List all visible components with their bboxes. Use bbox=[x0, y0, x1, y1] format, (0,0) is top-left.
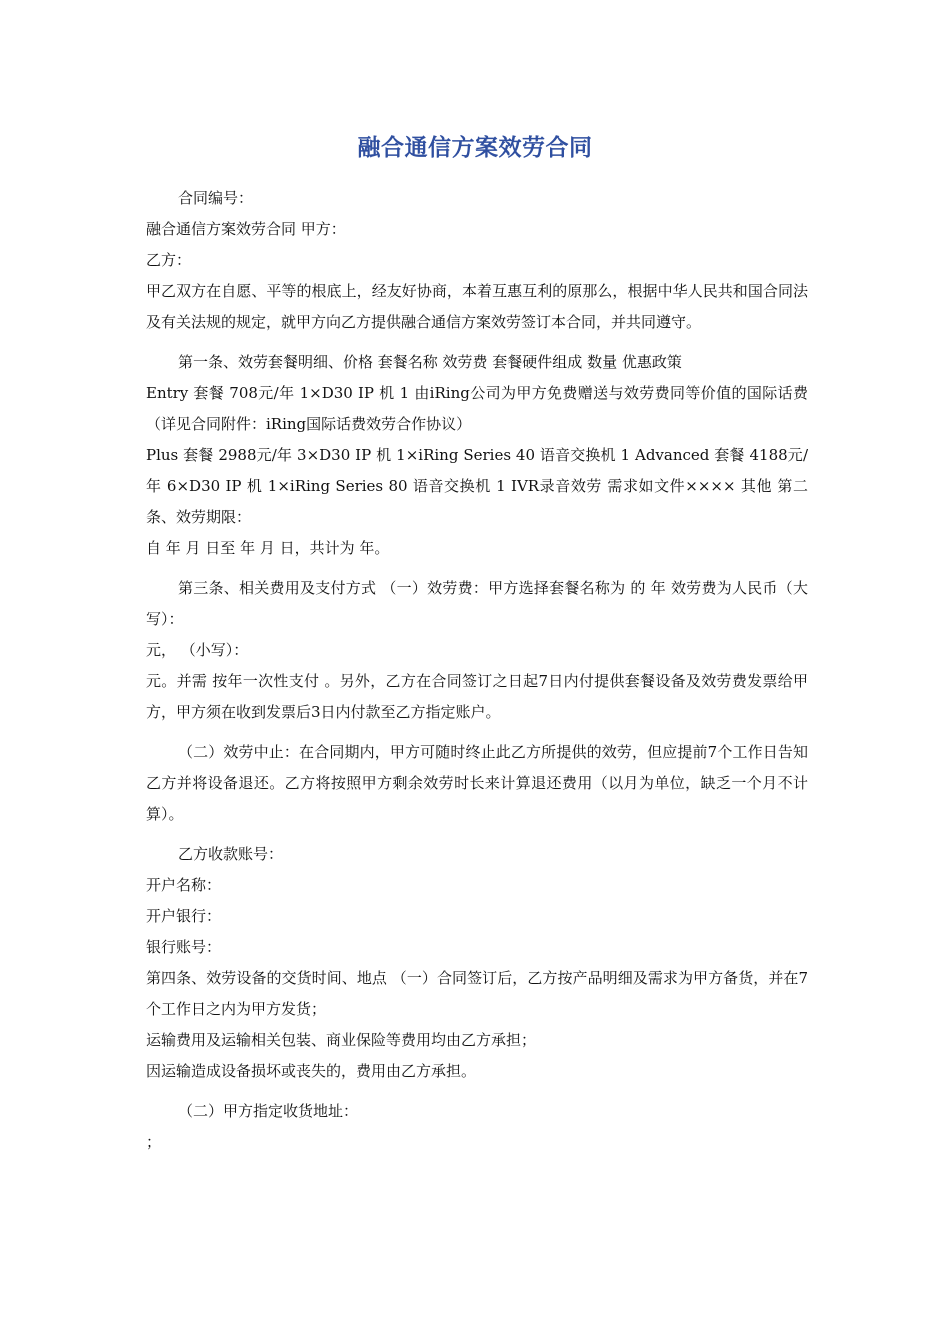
shipping-cost-line: 运输费用及运输相关包装、商业保险等费用均由乙方承担； bbox=[146, 1031, 537, 1049]
account-name-line: 开户名称： bbox=[146, 876, 222, 894]
amount-line: 元， （小写）： bbox=[146, 641, 249, 659]
party-b-line: 乙方： bbox=[146, 251, 192, 269]
article-four-paragraph: 第四条、效劳设备的交货时间、地点 （一）合同签订后，乙方按产品明细及需求为甲方备货，并在7个工作日之内为甲方发货； bbox=[146, 969, 808, 1018]
bank-name-line: 开户银行： bbox=[146, 907, 222, 925]
entry-package-line: Entry 套餐 708元/年 1×D30 IP 机 1 由iRing公司为甲方免费赠送与效劳费同等价值的国际话费（详见合同附件：iRing国际话费效劳合作协议） bbox=[146, 384, 808, 433]
service-termination-paragraph: （二）效劳中止：在合同期内，甲方可随时终止此乙方所提供的效劳，但应提前7个工作日告知乙方并将设备退还。乙方将按照甲方剩余效劳时长来计算退还费用（以月为单位，缺乏一个月不计算）。 bbox=[146, 743, 808, 823]
service-period-line: 自 年 月 日至 年 月 日，共计为 年。 bbox=[146, 539, 390, 557]
payment-terms-paragraph: 元。并需 按年一次性支付 。另外，乙方在合同签订之日起7日内付提供套餐设备及效劳费发票给甲方，甲方须在收到发票后3日内付款至乙方指定账户。 bbox=[146, 672, 808, 721]
receiving-account-line: 乙方收款账号： bbox=[178, 845, 284, 863]
article-one-heading: 第一条、效劳套餐明细、价格 套餐名称 效劳费 套餐硬件组成 数量 优惠政策 bbox=[178, 353, 682, 371]
plus-advanced-package-line: Plus 套餐 2988元/年 3×D30 IP 机 1×iRing Series 40 语音交换机 1 Advanced 套餐 4188元/年 6×D30 IP 机 1×iRing Series 80 语音交换机 1 IVR录音效劳 需求如文件×××× 其他 第二条、效劳期限： bbox=[146, 446, 808, 526]
semicolon-line: ； bbox=[146, 1133, 162, 1151]
bank-account-line: 银行账号： bbox=[146, 938, 222, 956]
contract-title: 融合通信方案效劳合同 bbox=[357, 135, 593, 161]
contract-body bbox=[146, 183, 808, 1158]
preamble-paragraph: 甲乙双方在自愿、平等的根底上，经友好协商，本着互惠互利的原那么，根据中华人民共和国合同法及有关法规的规定，就甲方向乙方提供融合通信方案效劳签订本合同，并共同遵守。 bbox=[146, 282, 808, 331]
article-three-paragraph: 第三条、相关费用及支付方式 （一）效劳费：甲方选择套餐名称为 的 年 效劳费为人民币（大写）： bbox=[146, 579, 808, 628]
delivery-address-line: （二）甲方指定收货地址： bbox=[178, 1102, 359, 1120]
damage-cost-line: 因运输造成设备损坏或丧失的，费用由乙方承担。 bbox=[146, 1062, 477, 1080]
party-a-line: 融合通信方案效劳合同 甲方： bbox=[146, 220, 346, 238]
contract-number-line: 合同编号： bbox=[178, 189, 254, 207]
